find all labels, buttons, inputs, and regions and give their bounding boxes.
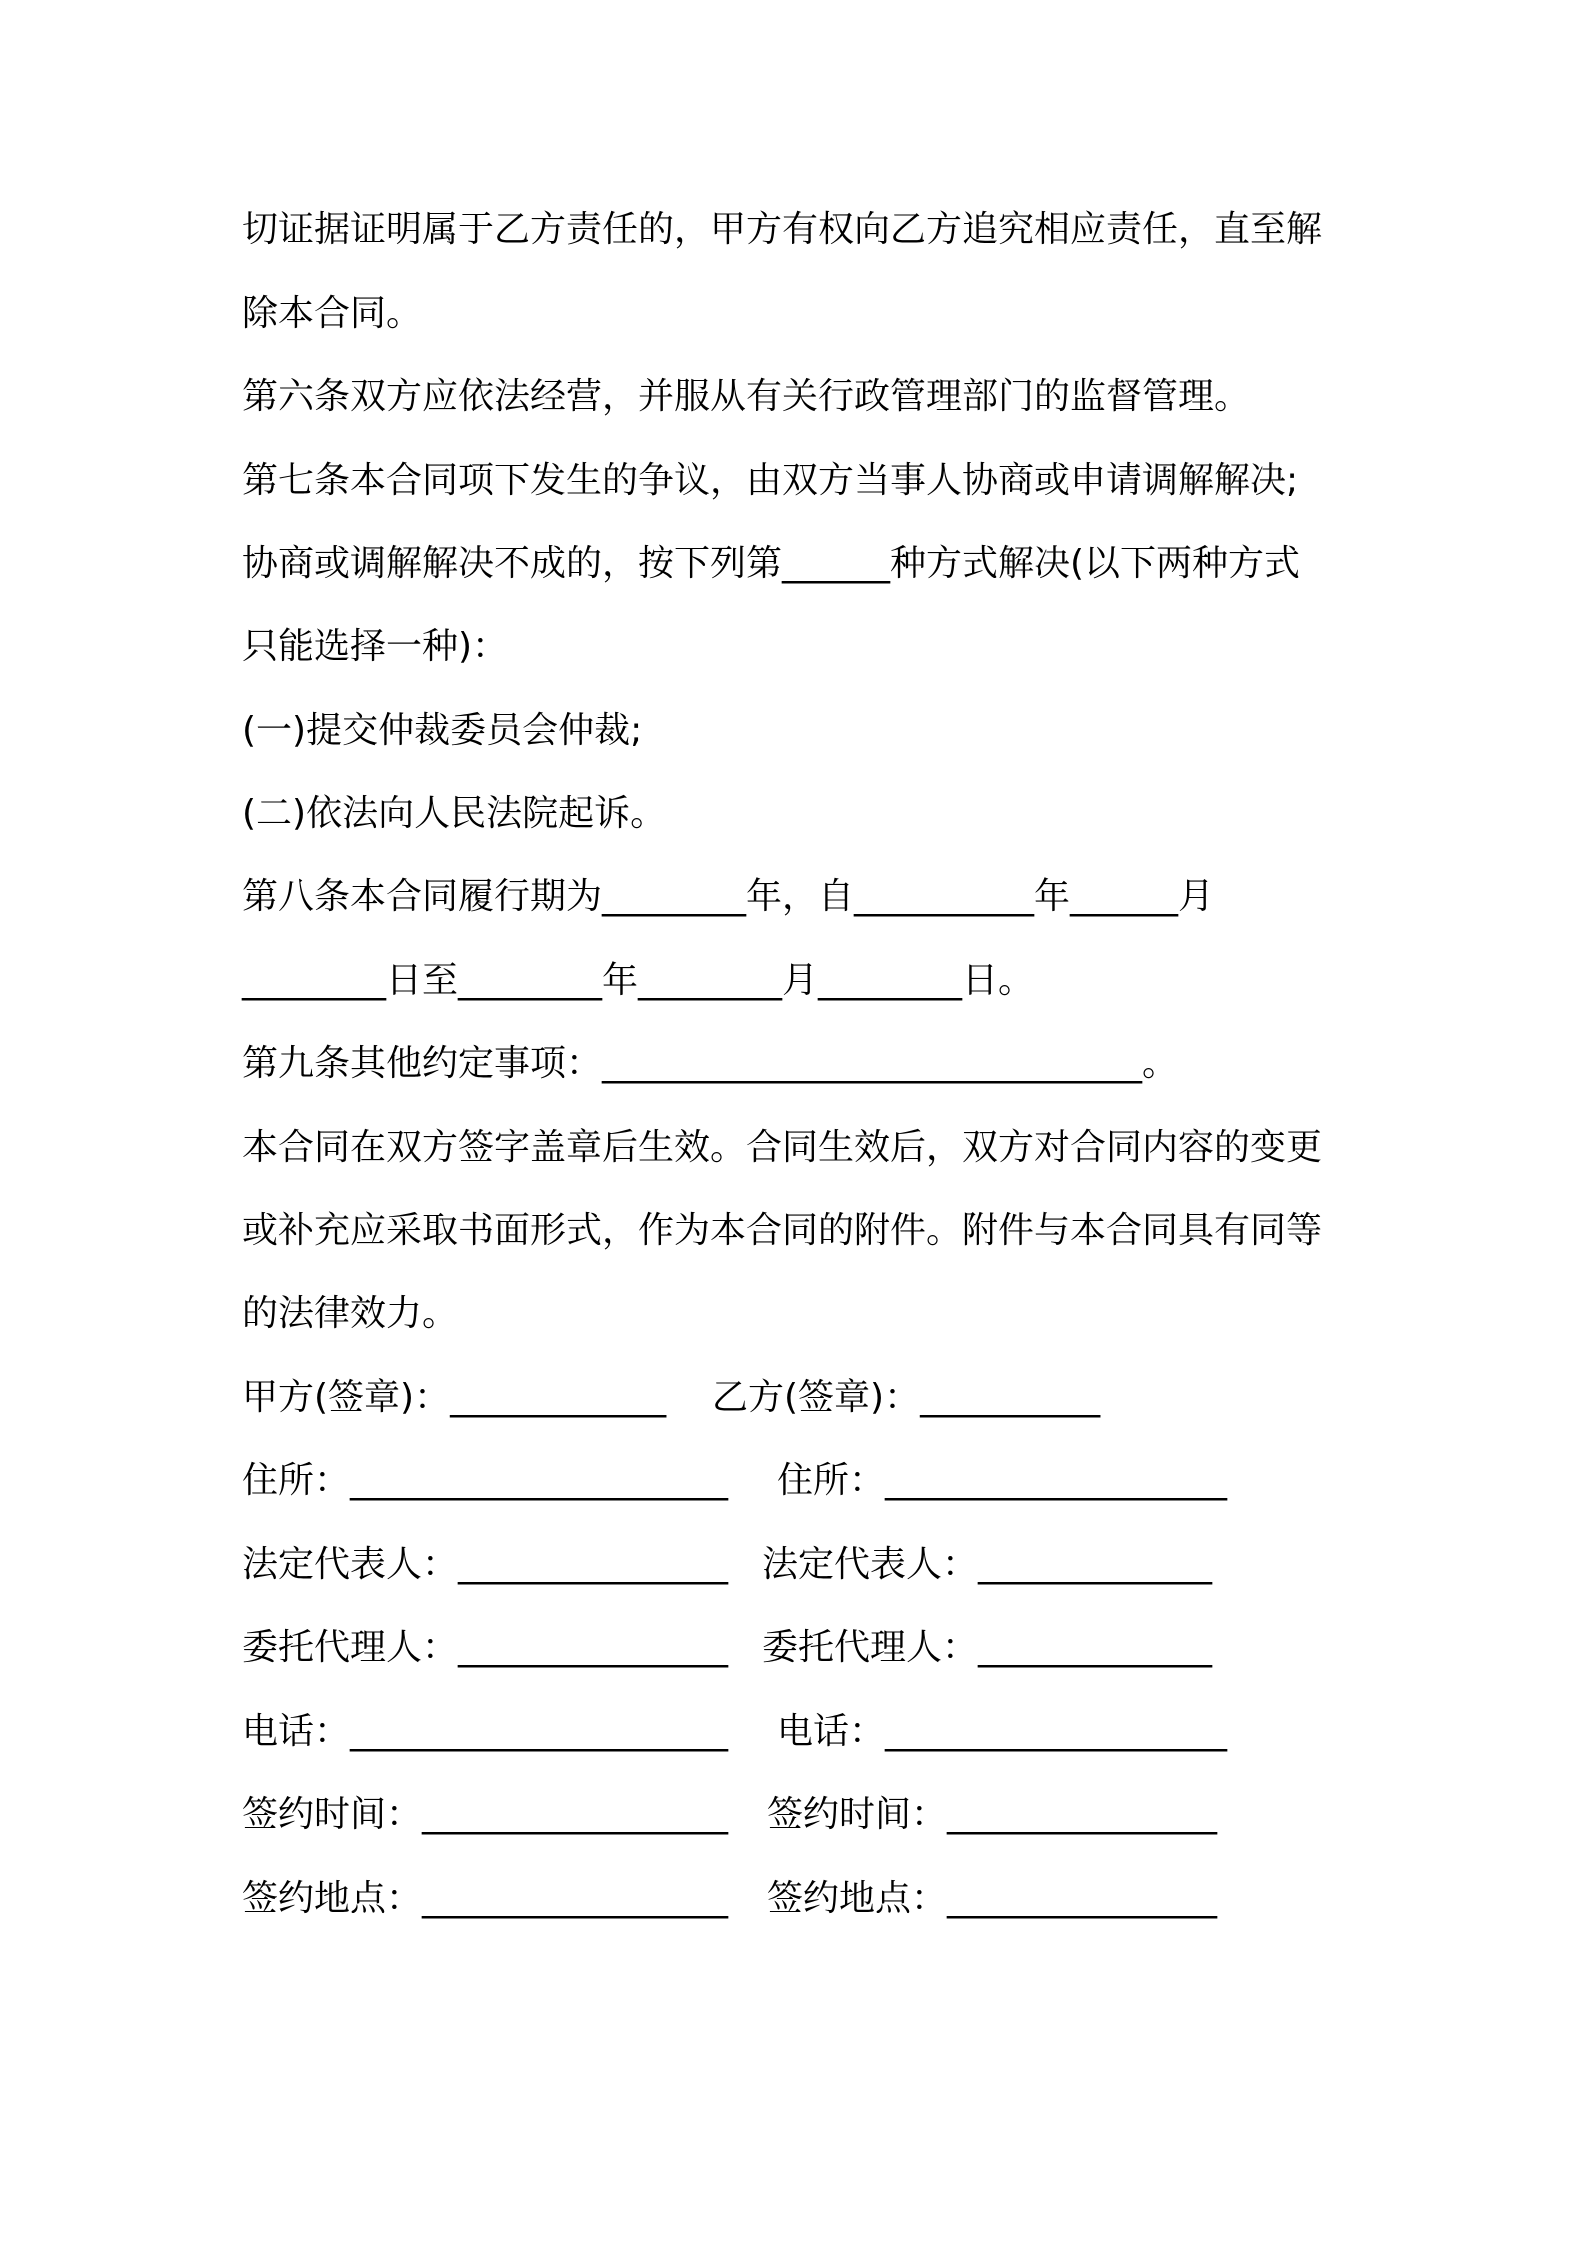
party-b-agent-field: 委托代理人：_____________ xyxy=(762,1627,1213,1668)
party-b-signature-field: 乙方(签章)：__________ xyxy=(712,1377,1101,1418)
party-b-sign-place-field: 签约地点：_______________ xyxy=(767,1878,1218,1919)
party-a-sign-date-field: 签约时间：_________________ xyxy=(242,1794,729,1835)
party-a-sign-place-field: 签约地点：_________________ xyxy=(242,1878,729,1919)
signature-row xyxy=(242,1622,1362,1674)
text-line: 协商或调解解决不成的，按下列第______种方式解决(以下两种方式 xyxy=(242,543,1301,584)
text-line: 除本合同。 xyxy=(242,293,423,334)
signature-row xyxy=(242,1372,1362,1424)
signature-row xyxy=(242,1789,1362,1841)
party-b-address-field: 住所：___________________ xyxy=(777,1460,1228,1501)
party-a-address-field: 住所：_____________________ xyxy=(242,1460,729,1501)
party-a-legal-rep-field: 法定代表人：_______________ xyxy=(242,1544,729,1585)
party-a-signature-field: 甲方(签章)：____________ xyxy=(242,1377,667,1418)
text-line: 只能选择一种)： xyxy=(242,626,509,667)
text-line: ________日至________年________月________日。 xyxy=(242,960,1034,1001)
text-line: 本合同在双方签字盖章后生效。合同生效后，双方对合同内容的变更 xyxy=(242,1127,1323,1168)
text-line: (二)依法向人民法院起诉。 xyxy=(242,793,667,834)
text-line: 切证据证明属于乙方责任的，甲方有权向乙方追究相应责任，直至解 xyxy=(242,209,1323,250)
text-line: 第九条其他约定事项：______________________________。 xyxy=(242,1043,1179,1084)
text-line: 第八条本合同履行期为________年，自__________年______月 xyxy=(242,876,1215,917)
party-b-legal-rep-field: 法定代表人：_____________ xyxy=(762,1544,1213,1585)
party-b-phone-field: 电话：___________________ xyxy=(777,1711,1228,1752)
signature-row xyxy=(242,1539,1362,1591)
text-line: 第六条双方应依法经营，并服从有关行政管理部门的监督管理。 xyxy=(242,376,1251,417)
signature-row xyxy=(242,1873,1362,1925)
signature-row xyxy=(242,1455,1362,1507)
text-line: 的法律效力。 xyxy=(242,1293,459,1334)
signature-row xyxy=(242,1706,1362,1758)
party-b-sign-date-field: 签约时间：_______________ xyxy=(767,1794,1218,1835)
party-a-agent-field: 委托代理人：_______________ xyxy=(242,1627,729,1668)
party-a-phone-field: 电话：_____________________ xyxy=(242,1711,729,1752)
text-line: 第七条本合同项下发生的争议，由双方当事人协商或申请调解解决; xyxy=(242,460,1299,501)
text-line: 或补充应采取书面形式，作为本合同的附件。附件与本合同具有同等 xyxy=(242,1210,1323,1251)
text-line: (一)提交仲裁委员会仲裁; xyxy=(242,710,643,751)
